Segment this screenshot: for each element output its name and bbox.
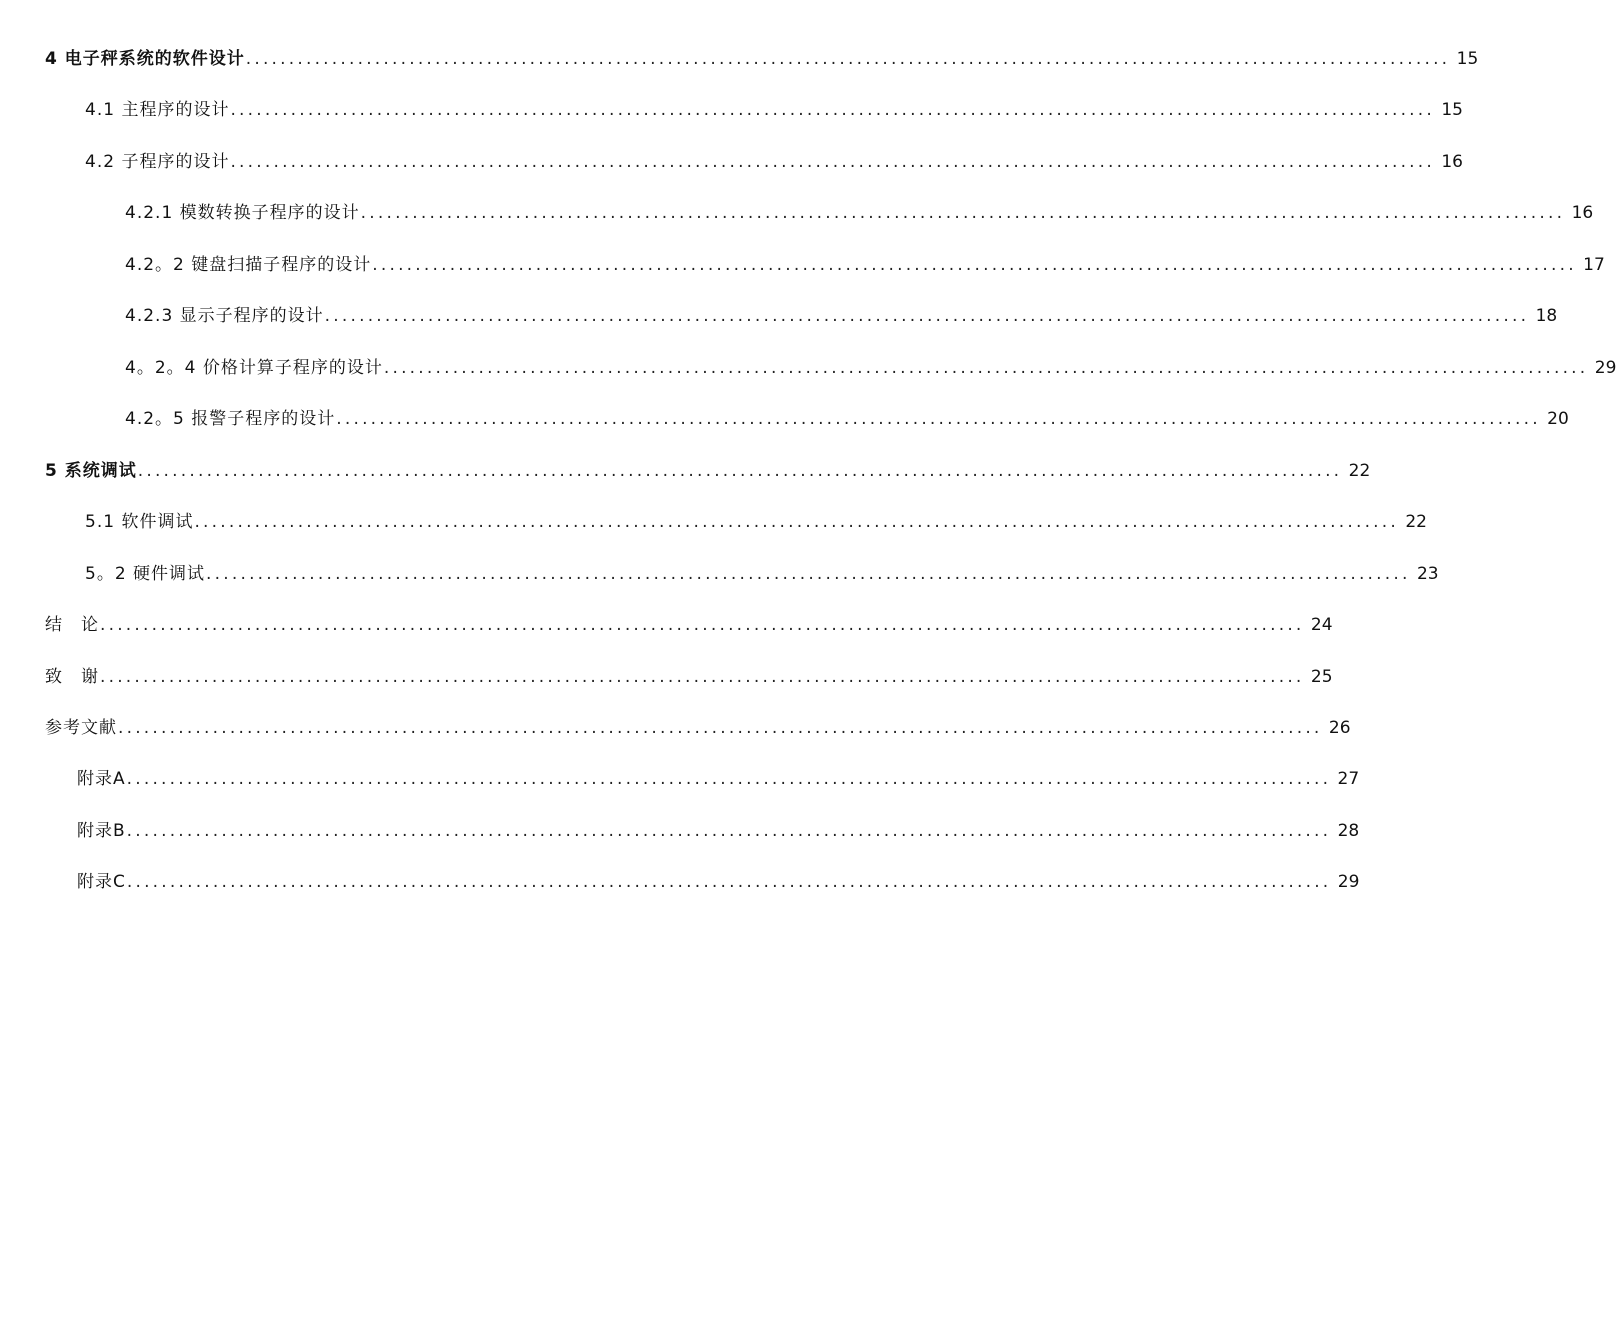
toc-entry-section-4-1[interactable]	[85, 95, 1463, 121]
toc-entry-page: 15	[1456, 49, 1479, 69]
toc-entry-section-5-1[interactable]	[85, 507, 1427, 533]
toc-entry-label: 附录B	[77, 821, 126, 841]
toc-entry-section-4-2-2[interactable]	[125, 250, 1605, 276]
toc-entry-page: 17	[1583, 255, 1605, 275]
dot-leader: ............................................................................................................................................	[194, 512, 1399, 532]
dot-leader: ............................................................................................................................................	[100, 615, 1305, 635]
toc-entry-page: 25	[1310, 667, 1333, 687]
toc-entry-label: 结 论	[45, 615, 99, 635]
toc-entry-label: 4 电子秤系统的软件设计	[45, 49, 245, 69]
toc-entry-label: 附录A	[77, 769, 126, 789]
dot-leader: ............................................................................................................................................	[100, 667, 1305, 687]
toc-entry-label: 4.2 子程序的设计	[85, 152, 230, 172]
toc-entry-section-4-2-3[interactable]	[125, 301, 1558, 327]
dot-leader: ............................................................................................................................................	[245, 49, 1451, 69]
toc-entry-label: 5。2 硬件调试	[85, 564, 206, 584]
toc-entry-page: 22	[1405, 512, 1427, 532]
dot-leader: ............................................................................................................................................	[137, 461, 1343, 481]
dot-leader: ............................................................................................................................................	[336, 409, 1541, 429]
toc-entry-label: 参考文献	[45, 718, 117, 738]
toc-entry-page: 29	[1337, 872, 1360, 892]
toc-entry-page: 16	[1571, 203, 1594, 223]
toc-entry-references[interactable]	[45, 713, 1351, 739]
toc-entry-appendix-b[interactable]	[77, 816, 1360, 842]
dot-leader: ............................................................................................................................................	[360, 203, 1566, 223]
dot-leader: ............................................................................................................................................	[383, 358, 1589, 378]
toc-entry-page: 22	[1348, 461, 1371, 481]
toc-entry-label: 附录C	[77, 872, 126, 892]
toc-entry-label: 4.2.1 模数转换子程序的设计	[125, 203, 360, 223]
toc-entry-label: 5.1 软件调试	[85, 512, 194, 532]
toc-entry-label: 4.2。5 报警子程序的设计	[125, 409, 336, 429]
toc-entry-page: 27	[1337, 769, 1360, 789]
dot-leader: ............................................................................................................................................	[118, 718, 1323, 738]
toc-entry-acknowledgements[interactable]	[45, 662, 1333, 688]
toc-entry-page: 23	[1416, 564, 1439, 584]
dot-leader: ............................................................................................................................................	[230, 152, 1435, 172]
toc-entry-label: 5 系统调试	[45, 461, 137, 481]
toc-entry-page: 29	[1594, 358, 1616, 378]
toc-entry-page: 15	[1441, 100, 1463, 120]
toc-entry-label: 致 谢	[45, 667, 99, 687]
toc-entry-label: 4.2.3 显示子程序的设计	[125, 306, 324, 326]
toc-entry-section-4-2-5[interactable]	[125, 404, 1569, 430]
dot-leader: ............................................................................................................................................	[126, 769, 1332, 789]
toc-entry-page: 28	[1337, 821, 1360, 841]
toc-entry-page: 26	[1328, 718, 1351, 738]
dot-leader: ............................................................................................................................................	[230, 100, 1435, 120]
toc-entry-page: 20	[1547, 409, 1569, 429]
dot-leader: ............................................................................................................................................	[126, 872, 1332, 892]
dot-leader: ............................................................................................................................................	[206, 564, 1411, 584]
toc-entry-section-4-2-1[interactable]	[125, 198, 1594, 224]
toc-entry-label: 4。2。4 价格计算子程序的设计	[125, 358, 383, 378]
toc-entry-appendix-c[interactable]	[77, 867, 1360, 893]
toc-entry-label: 4.2。2 键盘扫描子程序的设计	[125, 255, 372, 275]
toc-entry-appendix-a[interactable]	[77, 764, 1360, 790]
dot-leader: ............................................................................................................................................	[324, 306, 1530, 326]
toc-entry-section-5-2[interactable]	[85, 559, 1439, 585]
toc-entry-chapter-4[interactable]	[45, 44, 1479, 70]
toc-entry-label: 4.1 主程序的设计	[85, 100, 230, 120]
toc-entry-section-4-2[interactable]	[85, 147, 1463, 173]
toc-entry-section-4-2-4[interactable]	[125, 353, 1616, 379]
toc-entry-page: 16	[1441, 152, 1463, 172]
toc-entry-page: 24	[1310, 615, 1333, 635]
toc-entry-conclusion[interactable]	[45, 610, 1333, 636]
dot-leader: ............................................................................................................................................	[372, 255, 1577, 275]
dot-leader: ............................................................................................................................................	[126, 821, 1332, 841]
toc-entry-chapter-5[interactable]	[45, 456, 1371, 482]
toc-entry-page: 18	[1535, 306, 1558, 326]
